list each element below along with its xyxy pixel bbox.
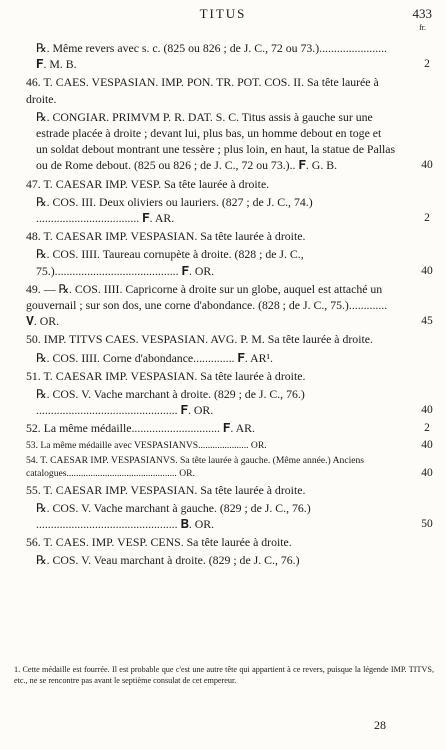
catalogue-entries (26, 40, 433, 571)
entry-price: 2 (424, 212, 430, 225)
running-title: TITUS (199, 6, 247, 21)
catalogue-entry (26, 246, 433, 278)
catalogue-entry (26, 552, 396, 568)
entry-text: ℞. Même revers avec s. c. (825 ou 826 ; de J. C., 72 ou 73.)....................... 𝐅. M. B. (36, 41, 387, 72)
entry-text: 52. La même médaille.............................. 𝐅. AR. (26, 421, 255, 436)
catalogue-entry (26, 331, 396, 347)
catalogue-entry (26, 194, 430, 226)
entry-text: 49. — ℞. COS. IIII. Capricorne à droite sur un globe, auquel est attaché un gouvernail ; sur son dos, une corne d'abondance. (828 ; de J. C., 75.)............. 𝐕. OR. (26, 281, 388, 329)
entry-price: 40 (421, 404, 433, 417)
page-header (0, 4, 446, 32)
catalogue-entry (26, 176, 396, 192)
entry-text: ℞. COS. V. Veau marchant à droite. (829 ; de J. C., 76.) (36, 553, 300, 568)
catalogue-entry (26, 500, 433, 532)
entry-text: 53. La même médaille avec VESPASIANVS..................... OR. (26, 439, 267, 451)
entry-price: 45 (421, 315, 433, 328)
catalogue-entry (26, 386, 433, 418)
entry-price: 2 (424, 58, 430, 71)
entry-text: 55. T. CAESAR IMP. VESPASIAN. Sa tête laurée à droite. (26, 482, 306, 497)
catalogue-entry (26, 350, 396, 366)
entry-text: ℞. COS. III. Deux oliviers ou lauriers. (827 ; de J. C., 74.) ................................... 𝐅. AR. (36, 194, 313, 226)
footnote: 1. Cette médaille est fourrée. Il est probable que c'est une autre tête qui appartient à ce revers, puisque la légende IMP. TITVS, etc., ne se rencontre pas avant le septième consulat de cet empereur. (14, 665, 434, 685)
entry-text: 47. T. CAESAR IMP. VESP. Sa tête laurée à droite. (26, 176, 270, 191)
entry-price: 40 (421, 264, 433, 277)
entry-text: ℞. COS. V. Vache marchant à droite. (829 ; de J. C., 76.) ................................................ 𝐅. OR. (36, 387, 305, 418)
entry-price: 40 (421, 438, 433, 451)
entry-text: 51. T. CAESAR IMP. VESPASIAN. Sa tête laurée à droite. (26, 368, 306, 383)
entry-text: 50. IMP. TITVS CAES. VESPASIAN. AVG. P. M. Sa tête laurée à droite. (26, 332, 373, 347)
entry-price: 40 (421, 466, 433, 479)
folio-number: 28 (374, 718, 386, 732)
entry-price: 50 (421, 518, 433, 531)
catalogue-entry (26, 420, 430, 436)
catalogue-entry (26, 40, 430, 72)
catalogue-entry (26, 534, 396, 550)
entry-text: ℞. COS. V. Vache marchant à gauche. (829 ; de J. C., 76.) ................................................ 𝐁. OR. (36, 500, 311, 532)
catalogue-entry (26, 109, 433, 174)
entry-text: 46. T. CAES. VESPASIAN. IMP. PON. TR. POT. COS. II. Sa tête laurée à droite. (26, 75, 379, 106)
entry-price: 2 (424, 422, 430, 435)
currency-label: fr. (419, 23, 426, 32)
entry-text: ℞. COS. IIII. Corne d'abondance.............. 𝐅. AR¹. (36, 350, 273, 365)
entry-text: ℞. CONGIAR. PRIMVM P. R. DAT. S. C. Titus assis à gauche sur une estrade placée à droite ; devant lui, plus bas, un homme debout en toge et un soldat debout montrant une tessère ; plus loin, en haut, la statue de Pallas ou de Rome debout. (825 ou 826 ; de J. C., 72 ou 73.).. 𝐅. G. B. (36, 109, 396, 173)
catalogue-entry (26, 228, 396, 244)
catalogue-entry (26, 368, 396, 384)
catalogue-entry (26, 74, 396, 106)
catalogue-entry (26, 454, 433, 480)
entry-text: 48. T. CAESAR IMP. VESPASIAN. Sa tête laurée à droite. (26, 229, 306, 244)
catalogue-entry (26, 438, 433, 452)
page-number: 433 (412, 6, 432, 21)
entry-text: 56. T. CAES. IMP. VESP. CENS. Sa tête laurée à droite. (26, 535, 292, 550)
entry-text: ℞. COS. IIII. Taureau cornupète à droite. (828 ; de J. C., 75.).......................................... 𝐅. OR. (36, 247, 304, 278)
catalogue-entry (26, 281, 433, 330)
entry-text: 54. T. CAESAR IMP. VESPASIANVS. Sa tête laurée à gauche. (Même année.) Anciens catalogues.............................................. OR. (26, 454, 365, 479)
catalogue-entry (26, 482, 396, 498)
entry-price: 40 (421, 159, 433, 172)
